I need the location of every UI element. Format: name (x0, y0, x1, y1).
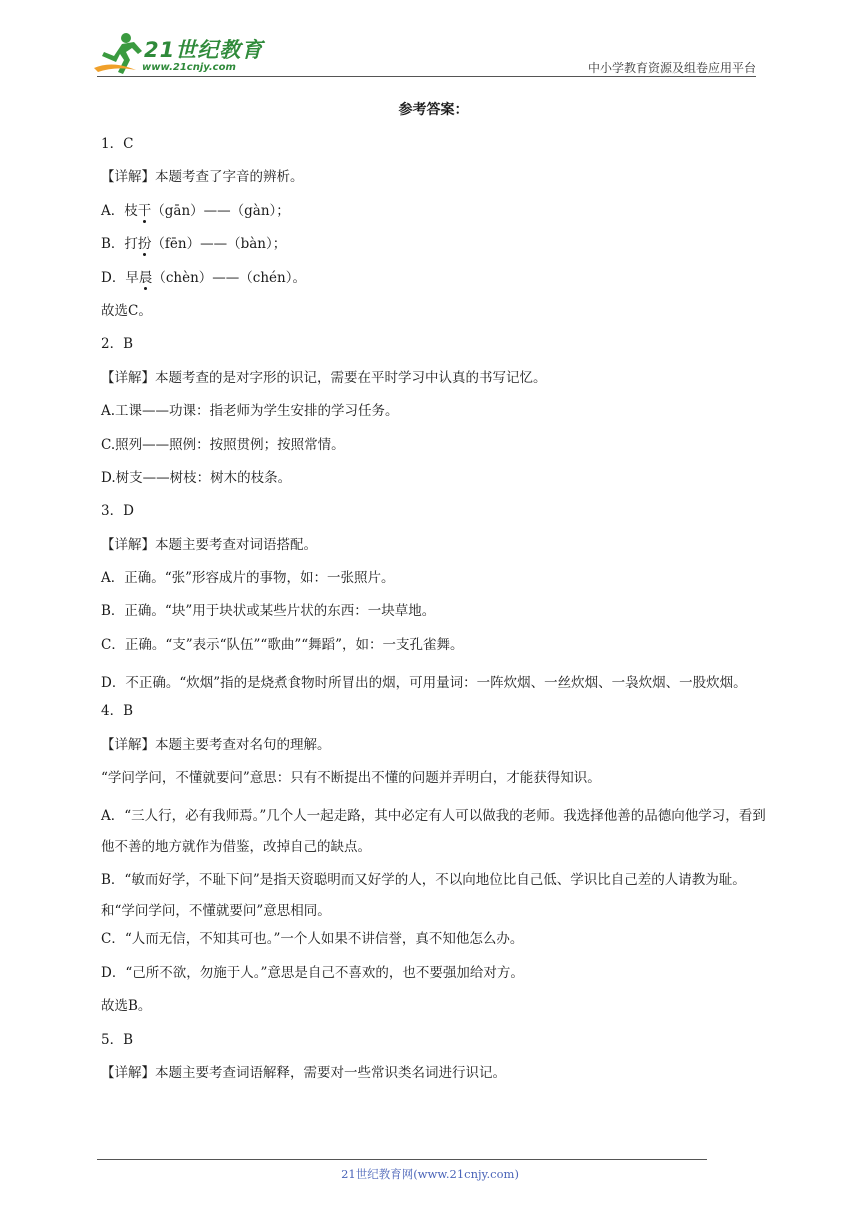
header-divider (97, 76, 756, 77)
option-prefix: D．早 (101, 269, 139, 286)
logo-text: 21世纪教育 (144, 38, 264, 62)
emphasized-character: 扮 (137, 236, 152, 253)
page-header (0, 0, 860, 90)
detail-heading: 【详解】本题主要考查词语解释，需要对一些常识类名词进行识记。 (101, 1064, 506, 1081)
answer-lines (101, 134, 766, 1083)
platform-label: 中小学教育资源及组卷应用平台 (587, 61, 756, 75)
answer-line: A．“三人行，必有我师焉。”几个人一起走路，其中必定有人可以做我的老师。我选择他善的品德向他学习，看到他不善的地方就作为借鉴，改掉自己的缺点。 (101, 808, 766, 856)
answer-number: 1．C (101, 136, 134, 152)
answer-line: B．正确。“块”用于块状或某些片状的东西：一块草地。 (101, 603, 436, 620)
option-prefix: B．打 (101, 236, 138, 253)
answer-number: 3．D (101, 503, 134, 520)
detail-heading: 【详解】本题考查了字音的辨析。 (101, 169, 304, 186)
footer-divider (97, 1159, 707, 1160)
answer-line: C．“人而无信，不知其可也。”一个人如果不讲信誉，真不知他怎么办。 (101, 931, 524, 948)
answer-line: D．“己所不欲，勿施于人。”意思是自己不喜欢的，也不要强加给对方。 (101, 964, 524, 981)
pinyin-comparison: （fēn）——（bàn）； (151, 236, 287, 253)
emphasized-character: 干 (137, 202, 152, 219)
answer-line: A．正确。“张”形容成片的事物，如：一张照片。 (101, 570, 395, 587)
logo-url: www.21cnjy.com (142, 62, 236, 73)
answer-number: 5．B (101, 1031, 134, 1048)
answer-line: D.树支——树枝：树木的枝条。 (101, 469, 292, 486)
answer-line: C．正确。“支”表示“队伍”“歌曲”“舞蹈”，如：一支孔雀舞。 (101, 636, 464, 653)
logo (92, 30, 262, 82)
detail-heading: 【详解】本题考查的是对字形的识记，需要在平时学习中认真的书写记忆。 (101, 369, 547, 386)
answer-line: 故选B。 (101, 998, 152, 1015)
answer-line: A.工课——功课：指老师为学生安排的学习任务。 (101, 403, 399, 420)
answer-line: C.照列——照例：按照贯例；按照常情。 (101, 436, 345, 453)
runner-logo-icon (92, 30, 148, 78)
answer-number: 2．B (101, 336, 134, 353)
answer-line (101, 268, 766, 288)
answer-content (101, 100, 766, 1096)
answer-number: 4．B (101, 703, 134, 720)
answer-line: “学问学问，不懂就要问”意思：只有不断提出不懂的问题并弄明白，才能获得知识。 (101, 770, 601, 787)
page-title: 参考答案： (398, 102, 469, 118)
answer-line: B．“敏而好学，不耻下问”是指天资聪明而又好学的人，不以向地位比自己低、学识比自己差的人请教为耻。和“学问学问，不懂就要问”意思相同。 (101, 872, 746, 920)
option-prefix: A．枝 (101, 202, 138, 219)
pinyin-comparison: （chèn）——（chén）。 (152, 269, 306, 286)
answer-line (101, 201, 766, 221)
footer-link[interactable]: 21世纪教育网(www.21cnjy.com) (341, 1167, 519, 1181)
detail-heading: 【详解】本题主要考查对词语搭配。 (101, 536, 317, 553)
pinyin-comparison: （gān）——（gàn）； (151, 202, 290, 219)
detail-heading: 【详解】本题主要考查对名句的理解。 (101, 736, 331, 753)
answer-line (101, 234, 766, 254)
emphasized-character: 晨 (138, 269, 153, 286)
answer-line: 故选C。 (101, 302, 152, 319)
answer-line: D．不正确。“炊烟”指的是烧煮食物时所冒出的烟，可用量词：一阵炊烟、一丝炊烟、一袅炊烟、一股炊烟。 (101, 675, 747, 692)
